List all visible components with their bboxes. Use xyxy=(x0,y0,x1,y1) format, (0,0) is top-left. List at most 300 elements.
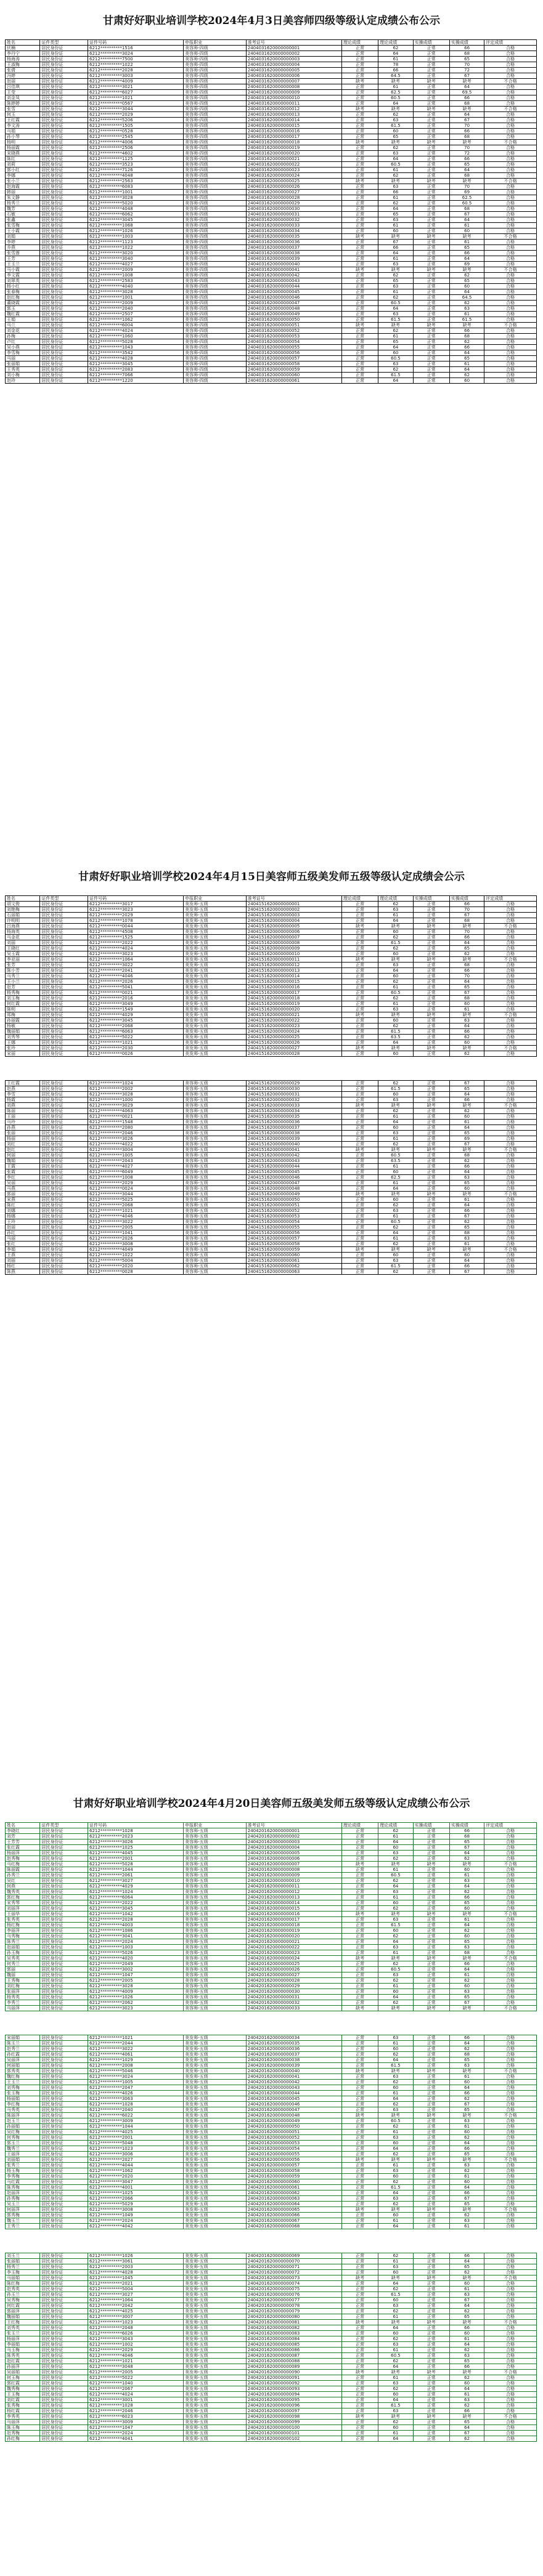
table-cell: 正常 xyxy=(413,162,449,168)
table-cell: 美容师-五级 xyxy=(184,1142,247,1147)
table-cell: 合格 xyxy=(484,1873,537,1878)
table-cell: 缺考 xyxy=(449,140,484,145)
table-cell: 居民身份证 xyxy=(40,112,88,118)
table-cell: 6212**********3008 xyxy=(88,2207,184,2213)
table-cell: 正常 xyxy=(413,2431,449,2436)
table-cell: 吴小燕 xyxy=(6,345,40,350)
table-cell: 合格 xyxy=(484,2436,537,2442)
table-row xyxy=(6,234,537,240)
table-cell: 62 xyxy=(449,339,484,345)
table-cell: 合格 xyxy=(484,1169,537,1175)
table-cell: 正常 xyxy=(341,2046,378,2052)
table-cell: 2404201620000000030 xyxy=(246,1989,341,1995)
table-cell: 合格 xyxy=(484,2420,537,2425)
table-cell: 合格 xyxy=(484,968,537,974)
table-cell: 正常 xyxy=(413,1142,449,1147)
table-cell: 6212**********3045 xyxy=(88,1906,184,1912)
table-row xyxy=(6,2336,537,2342)
table-cell: 不合格 xyxy=(484,2006,537,2011)
table-cell: 居民身份证 xyxy=(40,2207,88,2213)
table-cell: 6212**********1003 xyxy=(88,1945,184,1950)
table-cell: 魏丽娟 xyxy=(6,2314,40,2320)
table-cell: 6212**********3028 xyxy=(88,195,184,201)
table-cell: 缺考 xyxy=(341,2006,378,2011)
table-row xyxy=(6,1961,537,1967)
table-cell: 正常 xyxy=(413,1900,449,1906)
table-cell: 正常 xyxy=(413,46,449,51)
table-cell: 居民身份证 xyxy=(40,2041,88,2046)
table-cell: 缺考 xyxy=(413,107,449,112)
column-header: 实操成绩 xyxy=(449,1823,484,1828)
table-cell: 2404031620000000050 xyxy=(246,317,341,323)
table-cell: 不合格 xyxy=(484,1912,537,1917)
table-cell: 63 xyxy=(378,907,413,913)
table-cell: 2404031620000000044 xyxy=(246,284,341,289)
table-cell: 美发师-五级 xyxy=(184,2309,247,2314)
table-cell: 居民身份证 xyxy=(40,946,88,951)
table-cell: 美容师-五级 xyxy=(184,1147,247,1153)
table-cell: 美发师-五级 xyxy=(184,968,247,974)
table-row xyxy=(6,1247,537,1253)
table-cell: 61 xyxy=(449,240,484,245)
table-header-row xyxy=(6,40,537,46)
table-cell: 合格 xyxy=(484,1001,537,1007)
table-cell: 正常 xyxy=(341,918,378,924)
table-cell: 66 xyxy=(449,2190,484,2196)
table-cell: 美发师-五级 xyxy=(184,2420,247,2425)
table-cell: 居民身份证 xyxy=(40,151,88,156)
table-cell: 缺考 xyxy=(378,2207,413,2213)
table-cell: 马兰 xyxy=(6,323,40,328)
table-cell: 62 xyxy=(449,2403,484,2408)
table-cell: 2404201620000000041 xyxy=(246,2074,341,2080)
table-cell: 66 xyxy=(449,251,484,256)
table-cell: 美发师-五级 xyxy=(184,2386,247,2392)
table-row xyxy=(6,2179,537,2185)
table-cell: 64 xyxy=(449,2085,484,2091)
table-cell: 缺考 xyxy=(378,1147,413,1153)
table-cell: 居民身份证 xyxy=(40,1264,88,1269)
table-cell: 2404201620000000062 xyxy=(246,2190,341,2196)
table-cell: 6212**********1125 xyxy=(88,156,184,162)
table-cell: 6212**********2009 xyxy=(88,267,184,273)
table-cell: 李红 xyxy=(6,1175,40,1181)
table-cell: 64 xyxy=(378,156,413,162)
table-cell: 李雪 xyxy=(6,1092,40,1097)
table-cell: 66 xyxy=(449,46,484,51)
table-cell: 6212**********7126 xyxy=(88,168,184,173)
table-cell: 6212**********4025 xyxy=(88,2130,184,2135)
table-cell: 6212**********5022 xyxy=(88,2375,184,2381)
table-cell: 王玉梅 xyxy=(6,2392,40,2397)
table-cell: 6212**********6083 xyxy=(88,184,184,190)
table-row xyxy=(6,1912,537,1917)
table-cell: 缺考 xyxy=(449,2113,484,2118)
table-cell: 6212**********3006 xyxy=(88,2152,184,2157)
table-cell: 6212**********2024 xyxy=(88,2218,184,2224)
table-cell: 正常 xyxy=(413,317,449,323)
table-row xyxy=(6,278,537,284)
table-cell: 缺考 xyxy=(449,2414,484,2420)
table-row xyxy=(6,140,537,145)
table-row xyxy=(6,1828,537,1834)
table-cell: 62 xyxy=(378,1024,413,1029)
table-cell: 6212**********2040 xyxy=(88,306,184,312)
table-cell: 6212**********1003 xyxy=(88,234,184,240)
table-row xyxy=(6,1236,537,1242)
table-cell: 正常 xyxy=(413,1081,449,1086)
table-row xyxy=(6,2113,537,2118)
table-cell: 美发师-五级 xyxy=(184,2381,247,2386)
table-cell: 魏红霞 xyxy=(6,312,40,317)
table-cell: 美发师-五级 xyxy=(184,2069,247,2074)
table-cell: 61.5 xyxy=(378,1264,413,1269)
table-cell: 不合格 xyxy=(484,2157,537,2163)
table-cell: 刘红霞 xyxy=(6,2397,40,2403)
table-row xyxy=(6,2190,537,2196)
table-cell: 6212**********1023 xyxy=(88,2320,184,2325)
table-cell: 美容师-四级 xyxy=(184,123,247,129)
table-cell: 61 xyxy=(449,2074,484,2080)
table-cell: 合格 xyxy=(484,2185,537,2190)
table-cell: 2404201620000000093 xyxy=(246,2386,341,2392)
table-cell: 美发师-五级 xyxy=(184,2091,247,2096)
table-cell: 正常 xyxy=(413,356,449,361)
table-cell: 2404031620000000016 xyxy=(246,129,341,134)
table-cell: 6212**********3002 xyxy=(88,1967,184,1972)
column-header: 申报职业 xyxy=(184,1823,247,1828)
table-cell: 正常 xyxy=(341,935,378,940)
table-cell: 正常 xyxy=(413,339,449,345)
table-cell: 合格 xyxy=(484,2135,537,2141)
table-cell: 正常 xyxy=(413,2035,449,2041)
table-cell: 居民身份证 xyxy=(40,1181,88,1186)
table-cell: 60.5 xyxy=(378,95,413,101)
table-cell: 68 xyxy=(449,334,484,339)
table-cell: 美容师-四级 xyxy=(184,306,247,312)
table-cell: 缺考 xyxy=(413,2320,449,2325)
table-cell: 陈秀英 xyxy=(6,2353,40,2359)
table-cell: 美容师-四级 xyxy=(184,156,247,162)
table-cell: 62 xyxy=(449,2135,484,2141)
table-cell: 正常 xyxy=(413,1995,449,2000)
table-cell: 正常 xyxy=(341,350,378,356)
table-cell: 王燕 xyxy=(6,1253,40,1258)
table-cell: 64 xyxy=(449,1967,484,1972)
table-cell: 韩丽 xyxy=(6,190,40,195)
table-cell: 合格 xyxy=(484,929,537,935)
table-cell: 美容师-五级 xyxy=(184,1967,247,1972)
table-cell: 60 xyxy=(378,228,413,234)
table-cell: 60.5 xyxy=(378,1967,413,1972)
table-cell: 缺考 xyxy=(341,2157,378,2163)
table-cell: 67 xyxy=(449,1081,484,1086)
table-cell: 62 xyxy=(378,2253,413,2259)
table-cell: 正常 xyxy=(341,2253,378,2259)
table-cell: 美容师-四级 xyxy=(184,367,247,373)
table-cell: 61 xyxy=(378,2091,413,2096)
table-cell: 6212**********3023 xyxy=(88,951,184,957)
table-cell: 宋燕 xyxy=(6,1197,40,1203)
table-row xyxy=(6,190,537,195)
table-cell: 正常 xyxy=(341,1923,378,1928)
table-cell: 6212**********4508 xyxy=(88,929,184,935)
table-cell: 64 xyxy=(378,1040,413,1046)
table-cell: 65 xyxy=(449,2314,484,2320)
table-cell: 2404031620000000010 xyxy=(246,95,341,101)
table-row xyxy=(6,907,537,913)
table-row xyxy=(6,95,537,101)
table-cell: 正常 xyxy=(413,1097,449,1103)
table-cell: 居民身份证 xyxy=(40,1917,88,1923)
table-cell: 6212**********2043 xyxy=(88,1158,184,1164)
table-cell: 正常 xyxy=(341,328,378,334)
table-cell: 居民身份证 xyxy=(40,2320,88,2325)
table-cell: 居民身份证 xyxy=(40,1086,88,1092)
table-row xyxy=(6,334,537,339)
table-cell: 60 xyxy=(378,2085,413,2091)
table-cell: 64 xyxy=(449,367,484,373)
table-cell: 美容师-五级 xyxy=(184,1103,247,1108)
table-cell: 合格 xyxy=(484,378,537,384)
table-row xyxy=(6,1995,537,2000)
table-cell: 居民身份证 xyxy=(40,924,88,929)
table-cell: 6212**********2005 xyxy=(88,1225,184,1230)
table-cell: 刘芳 xyxy=(6,1834,40,1839)
table-cell: 合格 xyxy=(484,2336,537,2342)
table-row xyxy=(6,2152,537,2157)
table-cell: 2404201620000000043 xyxy=(246,2085,341,2091)
table-cell: 61 xyxy=(378,84,413,90)
column-header: 证件号码 xyxy=(88,40,184,46)
table-cell: 正常 xyxy=(341,184,378,190)
table-cell: 合格 xyxy=(484,1984,537,1989)
table-row xyxy=(6,2057,537,2063)
table-cell: 2404151620000000020 xyxy=(246,1007,341,1012)
table-cell: 61 xyxy=(378,2348,413,2353)
table-cell: 6212**********1548 xyxy=(88,1120,184,1125)
table-cell: 6212**********3028 xyxy=(88,1092,184,1097)
column-header: 实操成绩 xyxy=(413,40,449,46)
table-cell: 居民身份证 xyxy=(40,2046,88,2052)
table-cell: 62 xyxy=(449,951,484,957)
table-cell: 缺考 xyxy=(378,2370,413,2375)
table-cell: 61 xyxy=(378,195,413,201)
table-cell: 美容师-五级 xyxy=(184,1834,247,1839)
table-cell: 2404031620000000027 xyxy=(246,190,341,195)
table-cell: 正常 xyxy=(341,1081,378,1086)
column-header: 实操成绩 xyxy=(413,1823,449,1828)
table-cell: 63 xyxy=(449,306,484,312)
table-cell: 孙玉梅 xyxy=(6,1950,40,1956)
table-cell: 张倩 xyxy=(6,68,40,73)
table-cell: 63.5 xyxy=(378,1158,413,1164)
table-cell: 66 xyxy=(378,190,413,195)
table-cell: 美发师-五级 xyxy=(184,1035,247,1040)
table-cell: 合格 xyxy=(484,46,537,51)
table-cell: 合格 xyxy=(484,1197,537,1203)
table-cell: 69.5 xyxy=(449,90,484,95)
table-cell: 2404151620000000006 xyxy=(246,929,341,935)
table-cell: 65 xyxy=(449,278,484,284)
table-cell: 6212**********3026 xyxy=(88,1839,184,1845)
table-cell: 美容师-五级 xyxy=(184,1158,247,1164)
table-cell: 2404031620000000007 xyxy=(246,79,341,84)
table-cell: 正常 xyxy=(413,1219,449,1225)
table-cell: 62 xyxy=(378,2336,413,2342)
table-cell: 居民身份证 xyxy=(40,262,88,267)
table-cell: 正常 xyxy=(413,2386,449,2392)
table-cell: 60.5 xyxy=(378,2353,413,2359)
table-cell: 美发师-五级 xyxy=(184,2331,247,2336)
column-header: 准考证号 xyxy=(246,40,341,46)
table-cell: 正常 xyxy=(413,112,449,118)
table-cell: 64 xyxy=(449,217,484,223)
table-cell: 正常 xyxy=(341,1040,378,1046)
table-cell: 正常 xyxy=(341,1136,378,1142)
table-cell: 正常 xyxy=(413,240,449,245)
table-cell: 正常 xyxy=(413,245,449,251)
table-cell: 美发师-五级 xyxy=(184,2130,247,2135)
table-cell: 2404151620000000019 xyxy=(246,1001,341,1007)
table-cell: 缺考 xyxy=(341,179,378,184)
table-cell: 美发师-五级 xyxy=(184,2124,247,2130)
table-cell: 美容师-五级 xyxy=(184,1928,247,1934)
table-cell: 美发师-五级 xyxy=(184,2096,247,2102)
table-row xyxy=(6,228,537,234)
column-header: 评定成绩 xyxy=(484,1823,537,1828)
table-cell: 正常 xyxy=(413,1024,449,1029)
table-cell: 6212**********1064 xyxy=(88,2298,184,2303)
table-cell: 63 xyxy=(378,2381,413,2386)
table-cell: 王玉兰 xyxy=(6,262,40,267)
table-cell: 63 xyxy=(449,2353,484,2359)
table-row xyxy=(6,1012,537,1018)
table-cell: 63 xyxy=(378,2196,413,2202)
table-cell: 60 xyxy=(378,1989,413,1995)
table-cell: 2404201620000000083 xyxy=(246,2331,341,2336)
table-cell: 合格 xyxy=(484,1236,537,1242)
table-cell: 正常 xyxy=(413,156,449,162)
table-cell: 居民身份证 xyxy=(40,1839,88,1845)
table-cell: 6212**********6026 xyxy=(88,2331,184,2336)
table-cell: 6212**********4040 xyxy=(88,284,184,289)
table-cell: 6212**********2048 xyxy=(88,2325,184,2331)
table-cell: 2404201620000000059 xyxy=(246,2174,341,2179)
table-cell: 63 xyxy=(378,1208,413,1214)
table-cell: 6212**********1047 xyxy=(88,1972,184,1978)
table-cell: 正常 xyxy=(413,1035,449,1040)
table-cell: 正常 xyxy=(413,334,449,339)
table-cell: 正常 xyxy=(413,101,449,107)
table-cell: 2404201620000000009 xyxy=(246,1873,341,1878)
table-cell: 2404201620000000100 xyxy=(246,2425,341,2431)
table-cell: 孙红 xyxy=(6,1230,40,1236)
table-cell: 正常 xyxy=(413,1086,449,1092)
table-cell: 正常 xyxy=(413,2420,449,2425)
table-cell: 居民身份证 xyxy=(40,2124,88,2130)
table-cell: 吴玉霞 xyxy=(6,951,40,957)
table-row xyxy=(6,2063,537,2069)
table-cell: 64 xyxy=(449,1203,484,1208)
table-cell: 居民身份证 xyxy=(40,2403,88,2408)
table-cell: 60 xyxy=(378,2046,413,2052)
table-cell: 正常 xyxy=(413,1253,449,1258)
table-row xyxy=(6,1978,537,1984)
table-cell: 居民身份证 xyxy=(40,1873,88,1878)
table-cell: 6212**********1026 xyxy=(88,2253,184,2259)
table-cell: 2404201620000000090 xyxy=(246,2370,341,2375)
table-cell: 2404201620000000054 xyxy=(246,2146,341,2152)
table-cell: 正常 xyxy=(341,68,378,73)
table-cell: 合格 xyxy=(484,1950,537,1956)
table-cell: 70 xyxy=(449,184,484,190)
table-row xyxy=(6,2207,537,2213)
table-cell: 6212**********1045 xyxy=(88,2275,184,2281)
table-cell: 缺考 xyxy=(413,1012,449,1018)
table-cell: 张雪莲 xyxy=(6,251,40,256)
table-cell: 居民身份证 xyxy=(40,1018,88,1024)
table-cell: 合格 xyxy=(484,2359,537,2364)
table-cell: 美容师-四级 xyxy=(184,267,247,273)
table-cell: 美容师-五级 xyxy=(184,1839,247,1845)
table-cell: 合格 xyxy=(484,1828,537,1834)
table-cell: 合格 xyxy=(484,1035,537,1040)
table-cell: 60 xyxy=(378,1125,413,1131)
table-cell: 62 xyxy=(378,2000,413,2006)
table-cell: 6212**********2027 xyxy=(88,2157,184,2163)
table-row xyxy=(6,1147,537,1153)
table-cell: 62 xyxy=(378,367,413,373)
table-cell: 合格 xyxy=(484,1164,537,1169)
table-cell: 居民身份证 xyxy=(40,1978,88,1984)
table-cell: 居民身份证 xyxy=(40,2118,88,2124)
table-cell: 美发师-五级 xyxy=(184,2298,247,2303)
table-cell: 居民身份证 xyxy=(40,328,88,334)
table-cell: 62 xyxy=(449,1108,484,1114)
table-cell: 美容师-五级 xyxy=(184,1884,247,1889)
table-cell: 陈丽霞 xyxy=(6,1867,40,1873)
table-cell: 61 xyxy=(449,2392,484,2397)
table-cell: 合格 xyxy=(484,2425,537,2431)
table-cell: 正常 xyxy=(413,1928,449,1934)
table-cell: 正常 xyxy=(413,1236,449,1242)
table-cell: 正常 xyxy=(413,212,449,217)
table-cell: 合格 xyxy=(484,84,537,90)
table-row xyxy=(6,51,537,57)
column-header: 申报职业 xyxy=(184,896,247,902)
table-cell: 合格 xyxy=(484,145,537,151)
table-row xyxy=(6,1158,537,1164)
table-cell: 2404201620000000067 xyxy=(246,2218,341,2224)
table-cell: 2404151620000000055 xyxy=(246,1225,341,1230)
table-cell: 64 xyxy=(449,2141,484,2146)
table-row xyxy=(6,2386,537,2392)
table-cell: 居民身份证 xyxy=(40,1007,88,1012)
table-cell: 居民身份证 xyxy=(40,2275,88,2281)
table-row xyxy=(6,168,537,173)
table-cell: 6212**********2047 xyxy=(88,2085,184,2091)
table-cell: 合格 xyxy=(484,339,537,345)
table-cell: 合格 xyxy=(484,2331,537,2336)
table-cell: 缺考 xyxy=(413,1046,449,1051)
table-cell: 合格 xyxy=(484,2107,537,2113)
table-cell: 6212**********5025 xyxy=(88,1197,184,1203)
table-cell: 62 xyxy=(378,2179,413,2185)
table-cell: 6212**********4028 xyxy=(88,2270,184,2275)
table-cell: 63 xyxy=(378,2168,413,2174)
section-title: 甘肃好好职业培训学校2024年4月3日美容师四级等级认定成绩公布公示 xyxy=(103,15,440,27)
